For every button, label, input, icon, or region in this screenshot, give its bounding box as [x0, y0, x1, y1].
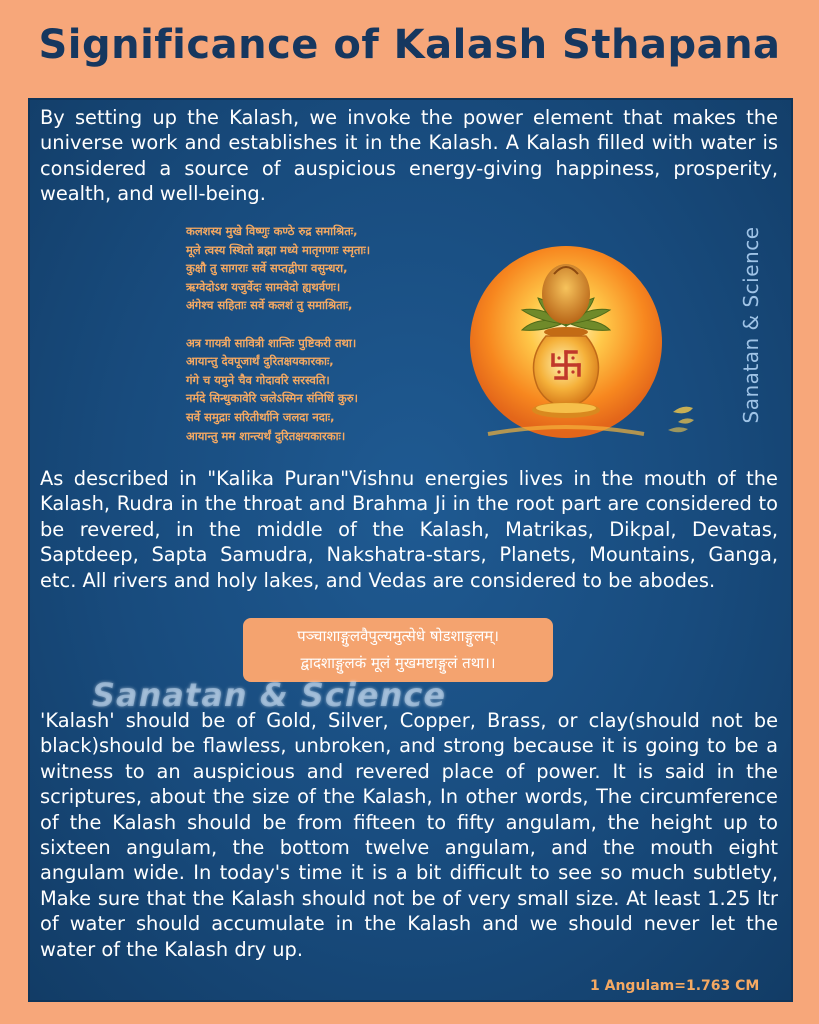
- verse-line: कुक्षौ तु सागराः सर्वे सप्तद्वीपा वसुन्धरा,: [186, 261, 348, 276]
- shloka-line: पञ्चाशाङ्गुलवैपुल्यमुत्सेधे षोडशाङ्गुलम्।: [297, 627, 499, 645]
- sanskrit-verses: [186, 222, 486, 445]
- intro-paragraph: By setting up the Kalash, we invoke the power element that makes the universe work and establishes it in the Kalash. A Kalash filled with water is considered a source of auspicious energy-giving happiness, prosperity, wealth, and well-being.: [40, 106, 778, 206]
- verse-line: गंगे च यमुने चैव गोदावरि सरस्वति।: [186, 372, 330, 387]
- vertical-watermark: [740, 212, 762, 437]
- verse-line: मूले त्वस्य स्थितो ब्रह्मा मध्ये मातृगणाः स्मृताः।: [186, 242, 371, 257]
- shloka-line: द्वादशाङ्गुलकं मूलं मुखमष्टाङ्गुलं तथा।।: [300, 654, 496, 672]
- kalash-illustration: [468, 244, 698, 444]
- verse-line: ऋग्वेदोऽथ यजुर्वेदः सामवेदो ह्यथर्वणः।: [186, 279, 341, 294]
- kalika-puran-paragraph: As described in "Kalika Puran"Vishnu energies lives in the mouth of the Kalash, Rudra in the throat and Brahma Ji in the root part are considered to be revered, in the middle of the Kalash, Matrikas, Dikpal, Devatas, Saptdeep, Sapta Samudra, Nakshatra-stars, Planets, Mountains, Ganga, etc. All rivers and holy lakes, and Vedas are considered to be abodes.: [40, 467, 778, 592]
- verse-line: आयान्तु मम शान्त्यर्थं दुरितक्षयकारकाः।: [186, 428, 346, 443]
- verse-line: अंगेश्च सहिताः सर्वे कलशं तु समाश्रिताः,: [186, 298, 353, 313]
- vertical-watermark-text: Sanatan & Science: [739, 226, 763, 423]
- kalash-material-paragraph: 'Kalash' should be of Gold, Silver, Copper, Brass, or clay(should not be black)should be flawless, unbroken, and strong because it is going to be a witness to an auspicious and revered place of power. It is said in the scriptures, about the size of the Kalash, In other words, The circumference of the Kalash should be from fifteen to fifty angulam, the height up to sixteen angulam, the bottom twelve angulam, and the mouth eight angulam wide. In today's time it is a bit difficult to see so much subtlety, Make sure that the Kalash should not be of very small size. At least 1.25 ltr of water should accumulate in the Kalash and we should never let the water of the Kalash dry up.: [40, 709, 778, 961]
- horizontal-watermark: Sanatan & Science: [92, 676, 447, 714]
- verse-line: नर्मदे सिन्धुकावेरि जलेऽस्मिन संनिधिं कुरु।: [186, 391, 358, 406]
- verse-line: कलशस्य मुखे विष्णुः कण्ठे रुद्र समाश्रितः,: [186, 224, 358, 238]
- verse-line: सर्वे समुद्राः सरितीर्थानि जलदा नदाः,: [186, 409, 335, 424]
- shloka-box: [243, 618, 553, 682]
- page-title: Significance of Kalash Sthapana: [38, 22, 781, 68]
- angulam-footnote: 1 Angulam=1.763 CM: [590, 978, 760, 994]
- verse-line: आयान्तु देवपूजार्थं दुरितक्षयकारकाः,: [186, 354, 334, 369]
- verse-line: अत्र गायत्री सावित्री शान्तिः पुष्टिकरी तथा।: [186, 335, 357, 350]
